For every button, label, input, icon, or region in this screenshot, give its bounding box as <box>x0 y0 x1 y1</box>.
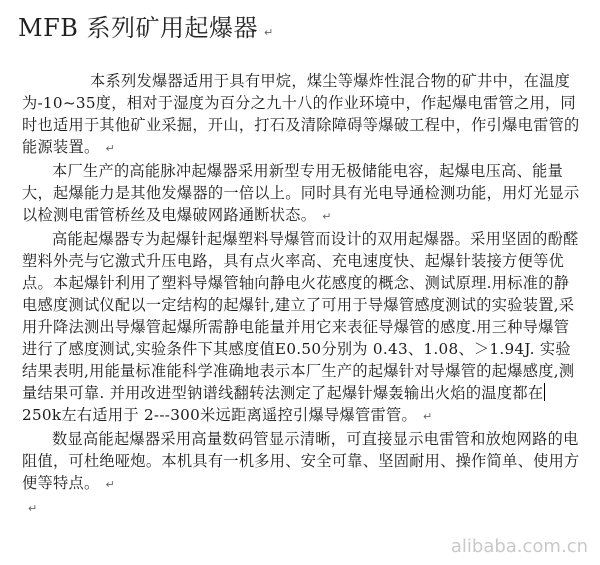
paragraph-pulse-exploder <box>22 160 582 228</box>
paragraph-digital-exploder-text: 数显高能起爆器采用高量数码管显示清晰，可直接显示电雷管和放炮网路的电阻值，可杜绝哑炮。本机具有一机多用、安全可靠、坚固耐用、操作简单、使用方便等特点。 <box>22 430 580 492</box>
paragraph-empty <box>22 496 582 520</box>
document-body[interactable] <box>22 70 582 520</box>
watermark: alibaba.com.cn <box>450 536 588 557</box>
paragraph-dual-exploder-text: 高能起爆器专为起爆针起爆塑料导爆管而设计的双用起爆器。采用坚固的酚醛塑料外壳与它激式升压电路，具有点火率高、充电速度快、起爆针装接方便等优点。本起爆针利用了塑料导爆管轴向静电火花感度的概念、测试原理.用标准的静电感度测试仪配以一定结构的起爆针,建立了可用于导爆管感度测试的实验装置,采用升降法测出导爆管起爆所需静电能量并用它来表征导爆管的感度.用三种导爆管进行了感度测试,实验条件下其感度值E0.50分别为 0.43、1.08、＞1.94J. 实验结果表明,用能量标准能科学准确地表示本厂生产的起爆针对导爆管的起爆感度,测量结果可靠. 并用改进型钠谱线翻转法测定了起爆针爆轰输出火焰的温度都在 <box>22 230 579 402</box>
paragraph-mark-icon: ↵ <box>422 410 433 423</box>
page-title-text: MFB 系列矿用起爆器 <box>18 14 258 42</box>
paragraph-digital-exploder <box>22 428 582 496</box>
paragraph-mark-icon: ↵ <box>264 26 274 39</box>
paragraph-dual-exploder-tail: 250k左右适用于 2---300米远距离遥控引爆导爆管雷管。 <box>22 406 417 424</box>
paragraph-mark-icon: ↵ <box>322 210 332 223</box>
paragraph-mark-icon: ↵ <box>28 502 38 515</box>
paragraph-pulse-exploder-text: 本厂生产的高能脉冲起爆器采用新型专用无极储能电容，起爆电压高、能量大，起爆能力是其他发爆器的一倍以上。同时具有光电导通检测功能，用灯光显示以检测电雷管桥丝及电爆破网路通断状态。 <box>22 162 580 224</box>
paragraph-intro-text: 本系列发爆器适用于具有甲烷，煤尘等爆炸性混合物的矿井中，在温度为-10~35度，相对于湿度为百分之九十八的作业环境中，作起爆电雷管之用，同时也适用于其他矿业采掘，开山，打石及清除障碍等爆破工程中，作引爆电雷管的能源装置。 <box>22 72 580 156</box>
text-cursor <box>544 383 545 401</box>
paragraph-mark-icon: ↵ <box>105 478 115 491</box>
paragraph-dual-exploder <box>22 228 582 428</box>
paragraph-mark-icon: ↵ <box>105 142 115 155</box>
paragraph-intro <box>22 70 582 160</box>
page-title <box>18 8 274 43</box>
